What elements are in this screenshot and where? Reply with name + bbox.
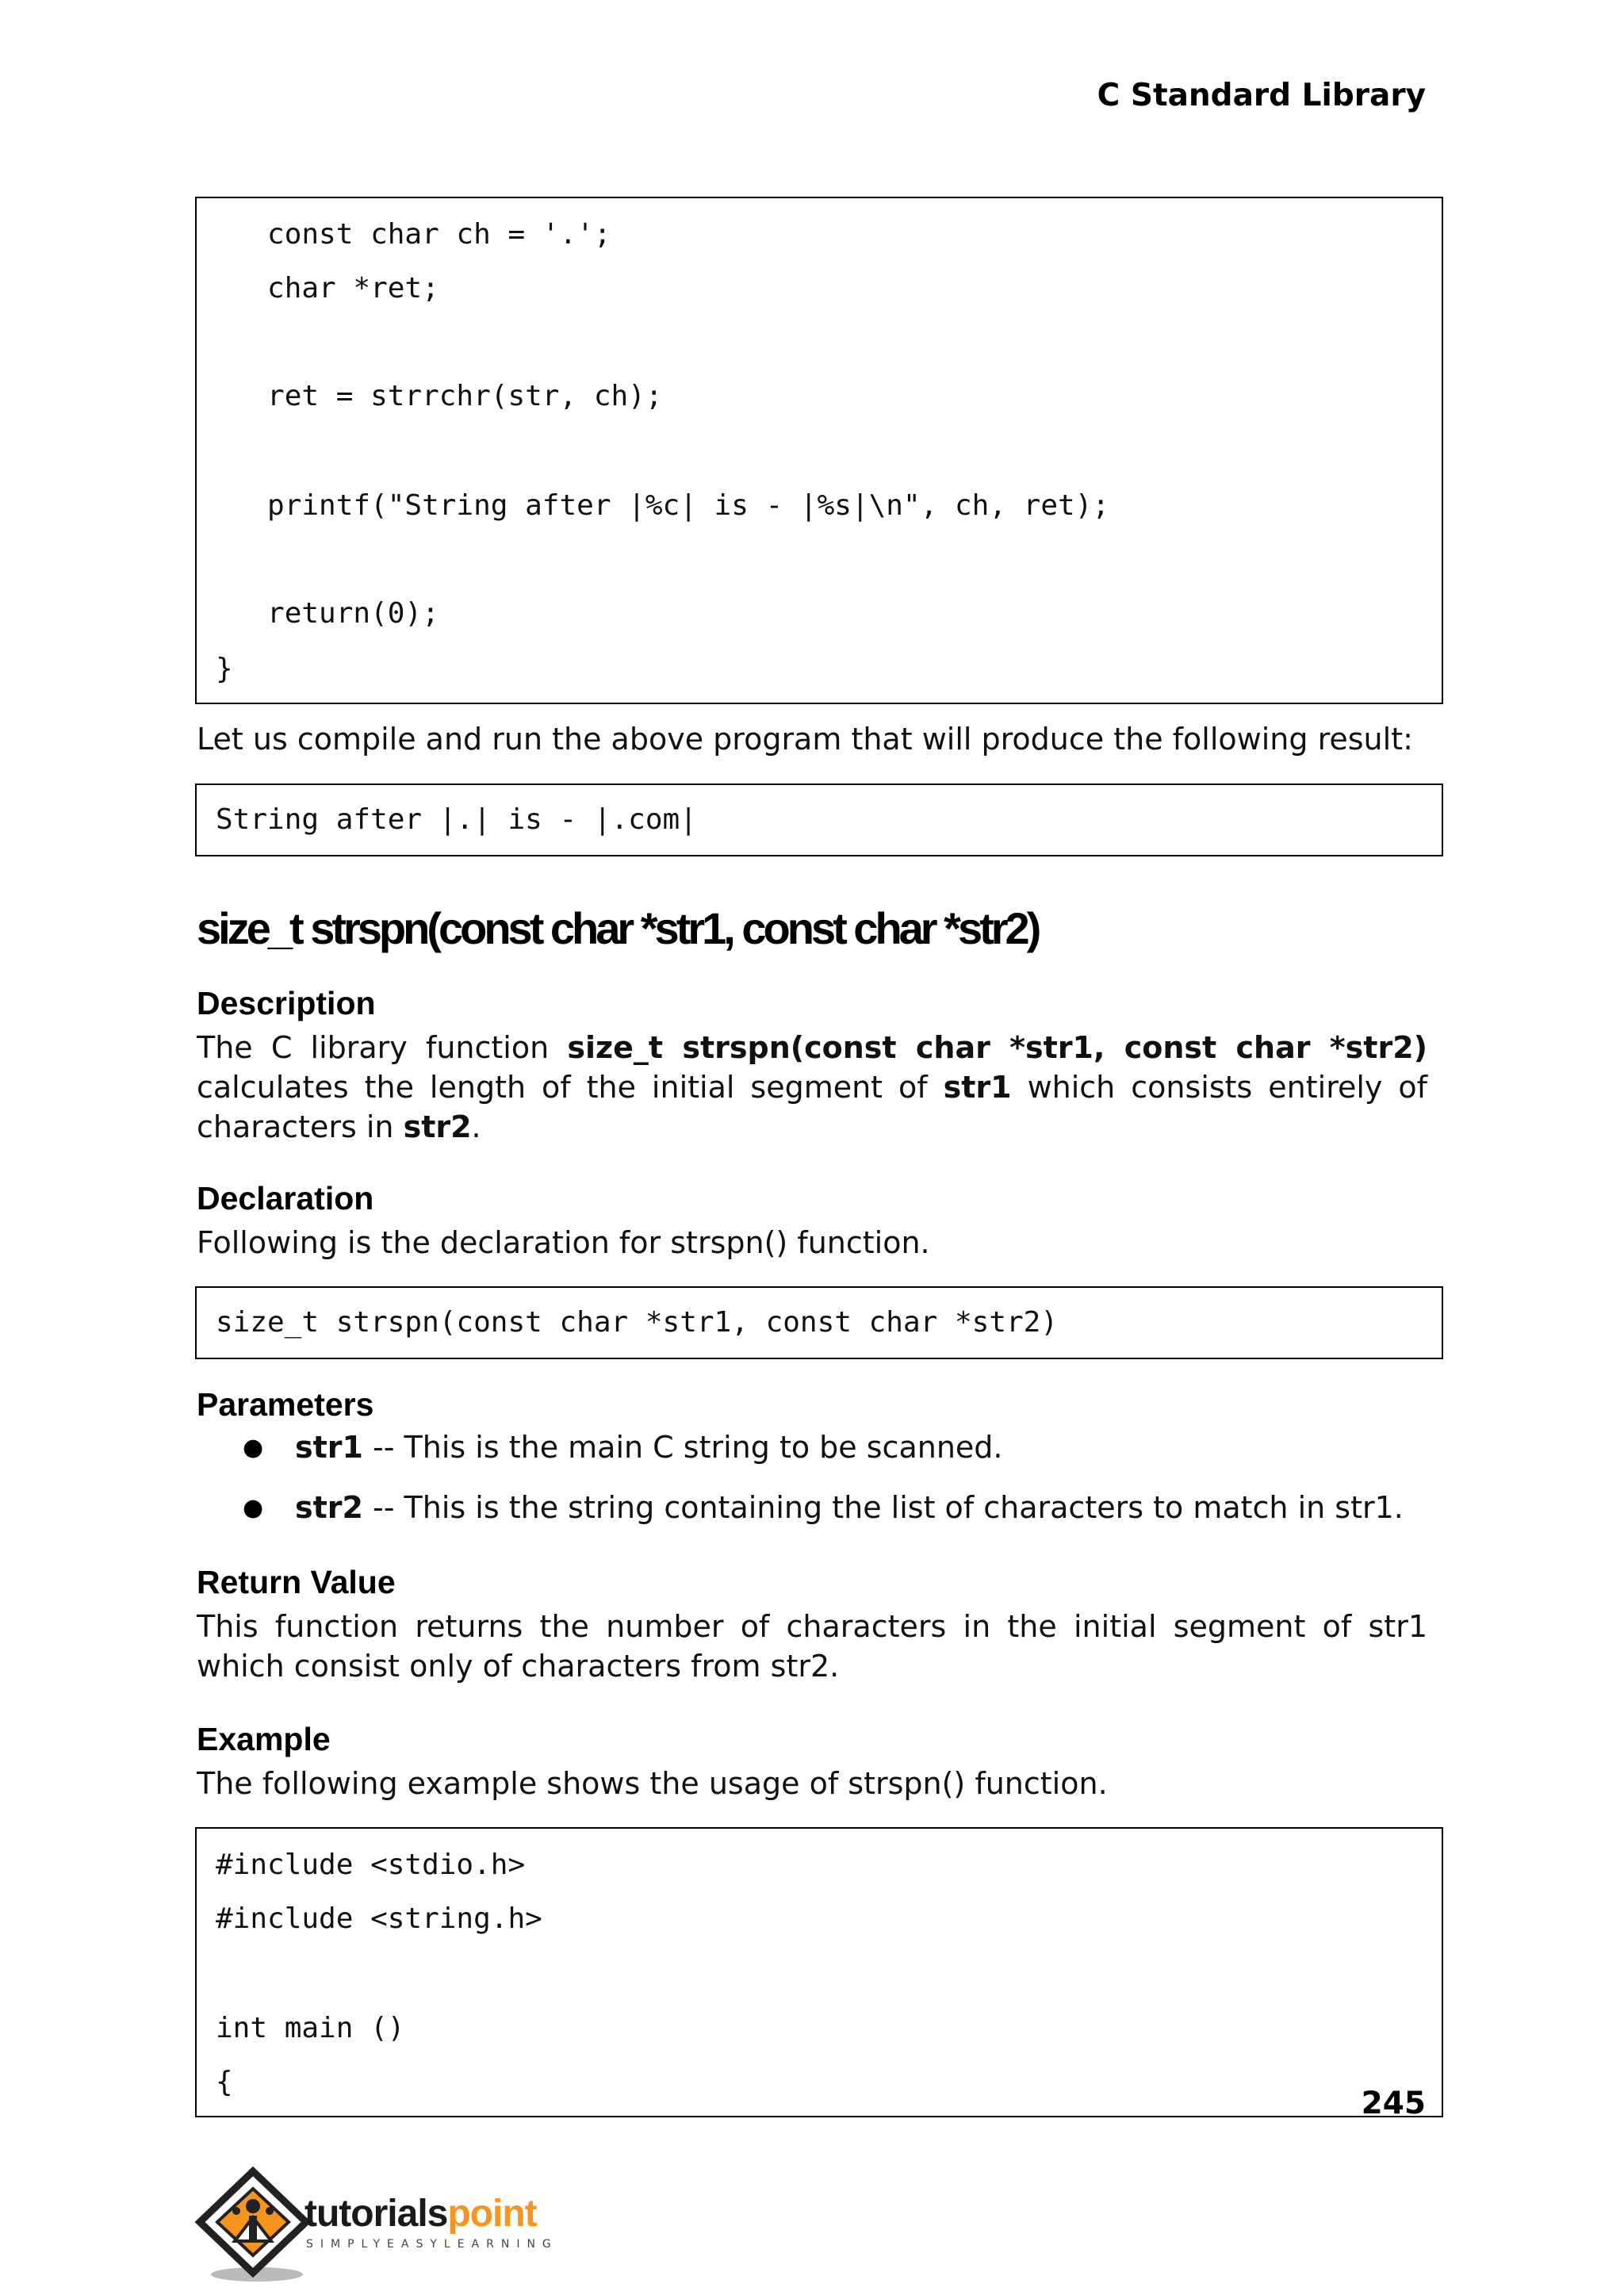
parameter-item	[295, 1430, 1003, 1465]
return-text: This function returns the number of characters in the initial segment of str1 which consist only of characters from str2.	[197, 1609, 1427, 1684]
bullet-icon: ●	[243, 1494, 264, 1522]
code-line: return(0);	[216, 597, 439, 630]
parameter-desc: -- This is the string containing the list of characters to match in str1.	[362, 1490, 1404, 1525]
code-line: {	[216, 2066, 233, 2098]
parameter-name: str2	[295, 1490, 363, 1525]
description-middle: calculates the length of the initial segment of	[197, 1070, 944, 1105]
parameter-desc: -- This is the main C string to be scanned.	[362, 1430, 1003, 1465]
running-header: C Standard Library	[1097, 78, 1426, 113]
declaration-text: Following is the declaration for strspn() function.	[197, 1225, 930, 1260]
page-number: 245	[1361, 2086, 1426, 2121]
return-heading: Return Value	[197, 1564, 396, 1600]
parameters-heading: Parameters	[197, 1386, 374, 1423]
parameter-item	[295, 1490, 1404, 1525]
description-suffix: .	[471, 1109, 481, 1144]
description-signature: size_t strspn(const char *str1, const char *str2)	[567, 1030, 1428, 1065]
description-term-str2: str2	[403, 1109, 472, 1144]
code-line: ret = strrchr(str, ch);	[216, 380, 663, 412]
logo-tagline: SIMPLYEASYLEARNING	[306, 2238, 558, 2251]
output-line: String after |.| is - |.com|	[216, 803, 697, 836]
description-term-str1: str1	[943, 1070, 1012, 1105]
code-line: #include <stdio.h>	[216, 1849, 526, 1881]
description-paragraph	[197, 1028, 1427, 1147]
code-line: char *ret;	[216, 272, 439, 305]
code-line: }	[216, 653, 233, 685]
output-block	[195, 784, 1443, 856]
description-prefix: The C library function	[197, 1030, 568, 1065]
declaration-heading: Declaration	[197, 1180, 374, 1216]
code-block	[195, 197, 1443, 704]
example-heading: Example	[197, 1721, 331, 1757]
code-line: const char ch = '.';	[216, 218, 611, 251]
parameter-name: str1	[295, 1430, 363, 1465]
example-code-block	[195, 1827, 1443, 2117]
logo-text-tutorials: tutorials	[304, 2193, 448, 2235]
description-heading: Description	[197, 985, 376, 1021]
logo-emblem-icon	[193, 2165, 312, 2284]
logo-wordmark	[304, 2192, 537, 2236]
result-intro: Let us compile and run the above program that will produce the following result:	[197, 722, 1413, 757]
section-title: size_t strspn(const char *str1, const char *str2)	[197, 903, 1039, 953]
logo-text-point: point	[447, 2193, 537, 2235]
declaration-code-line: size_t strspn(const char *str1, const char *str2)	[216, 1306, 1059, 1339]
tutorialspoint-logo	[193, 2165, 574, 2284]
description-middle2: which consists entirely of characters in	[197, 1070, 1428, 1144]
bullet-icon: ●	[243, 1434, 264, 1462]
code-line: printf("String after |%c| is - |%s|\n", ch, ret);	[216, 489, 1110, 522]
code-line: int main ()	[216, 2012, 405, 2044]
code-line: #include <string.h>	[216, 1902, 542, 1935]
example-text: The following example shows the usage of strspn() function.	[197, 1766, 1108, 1801]
declaration-code-block	[195, 1286, 1443, 1359]
